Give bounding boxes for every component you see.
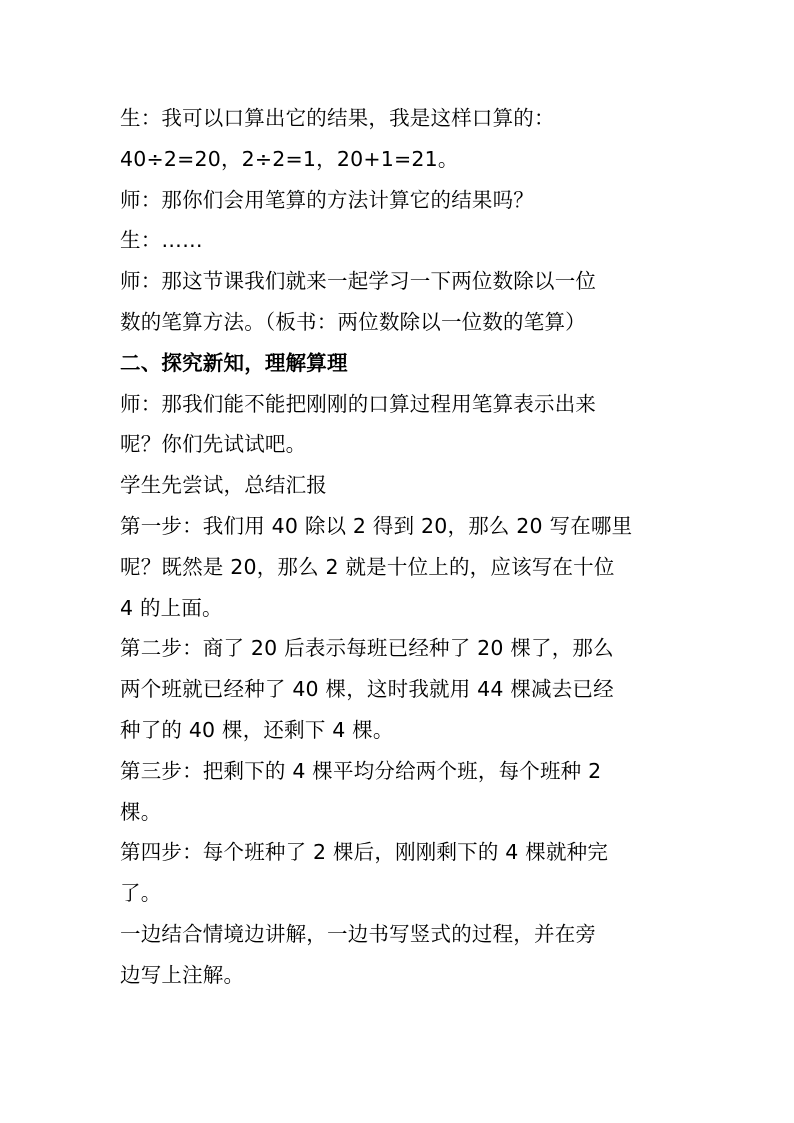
step-two-line-cont: 种了的 40 棵，还剩下 4 棵。 — [120, 717, 394, 742]
step-one-line: 第一步：我们用 40 除以 2 得到 20，那么 20 写在哪里 — [120, 513, 633, 538]
step-three-line-cont: 棵。 — [120, 799, 162, 824]
step-one-line-cont: 呢？既然是 20，那么 2 就是十位上的，应该写在十位 — [120, 554, 615, 579]
step-four-line-cont: 了。 — [120, 881, 162, 906]
dialogue-line-teacher-cont: 呢？你们先试试吧。 — [120, 432, 307, 457]
document-body — [120, 98, 680, 996]
step-one-line-cont: 4 的上面。 — [120, 595, 223, 620]
dialogue-line-teacher: 师：那这节课我们就来一起学习一下两位数除以一位 — [120, 269, 597, 294]
step-two-line-cont: 两个班就已经种了 40 棵，这时我就用 44 棵减去已经 — [120, 677, 614, 702]
section-heading: 二、探究新知，理解算理 — [120, 350, 348, 375]
paragraph-line: 一边结合情境边讲解，一边书写竖式的过程，并在旁 — [120, 921, 597, 946]
calculation-line: 40÷2=20，2÷2=1，20+1=21。 — [120, 146, 459, 171]
dialogue-line-student: 生：我可以口算出它的结果，我是这样口算的： — [120, 106, 555, 130]
dialogue-line-student: 生：…… — [120, 228, 203, 253]
step-two-line: 第二步：商了 20 后表示每班已经种了 20 棵了，那么 — [120, 636, 614, 661]
dialogue-line-teacher: 师：那你们会用笔算的方法计算它的结果吗？ — [120, 187, 534, 212]
paragraph-line: 学生先尝试，总结汇报 — [120, 473, 327, 498]
step-three-line: 第三步：把剩下的 4 棵平均分给两个班，每个班种 2 — [120, 758, 602, 783]
dialogue-line-teacher: 师：那我们能不能把刚刚的口算过程用笔算表示出来 — [120, 391, 597, 416]
step-four-line: 第四步：每个班种了 2 棵后，刚刚剩下的 4 棵就种完 — [120, 840, 609, 865]
paragraph-line-cont: 边写上注解。 — [120, 962, 245, 987]
dialogue-line-teacher-cont: 数的笔算方法。（板书：两位数除以一位数的笔算） — [120, 309, 586, 334]
